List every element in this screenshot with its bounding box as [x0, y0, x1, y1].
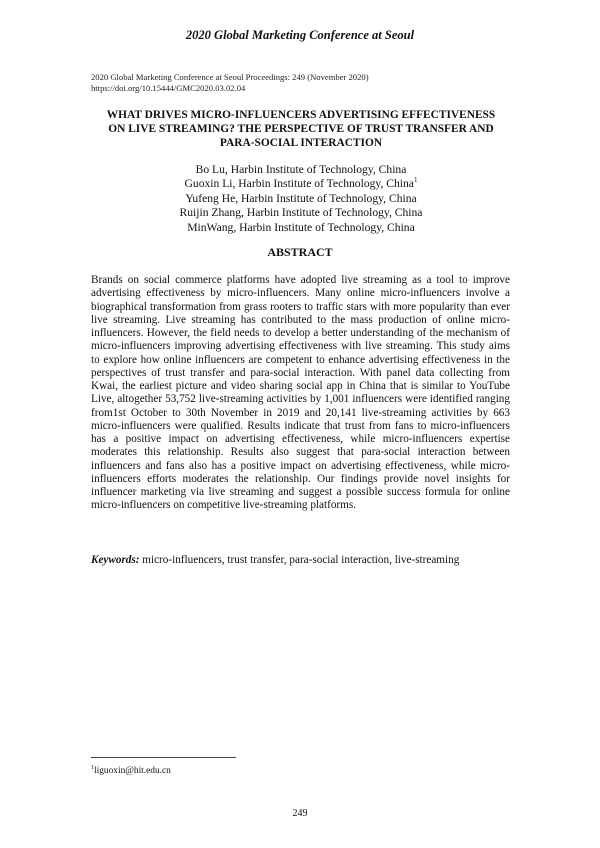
author-line [91, 206, 511, 220]
author-affiliation: MinWang, Harbin Institute of Technology, China [187, 220, 415, 234]
proceedings-info [91, 72, 369, 94]
footnote-email[interactable]: liguoxin@hit.edu.cn [94, 766, 171, 776]
footnote-marker[interactable]: 1 [413, 176, 418, 185]
title-line: PARA-SOCIAL INTERACTION [219, 137, 383, 149]
author-affiliation: Yufeng He, Harbin Institute of Technology, China [185, 191, 417, 205]
author-line [91, 221, 511, 235]
author-affiliation: Guoxin Li, Harbin Institute of Technology, China [184, 177, 414, 191]
doi-link[interactable]: https://doi.org/10.15444/GMC2020.03.02.04 [91, 83, 246, 93]
footnote [91, 766, 171, 776]
proceedings-citation: 2020 Global Marketing Conference at Seoul Proceedings: 249 (November 2020) [91, 72, 369, 82]
running-head: 2020 Global Marketing Conference at Seoul [185, 28, 415, 42]
author-affiliation: Bo Lu, Harbin Institute of Technology, China [195, 163, 407, 176]
author-line [91, 192, 511, 206]
page-number: 249 [292, 808, 308, 819]
author-line [91, 163, 511, 177]
author-affiliation: Ruijin Zhang, Harbin Institute of Technology, China [179, 206, 423, 220]
footnote-number: 1 [91, 764, 94, 771]
keywords-label: Keywords [91, 554, 136, 566]
author-line [91, 177, 511, 191]
abstract-body: Brands on social commerce platforms have adopted live streaming as a tool to improve advertising effectiveness by micro-influencers. Many online micro-influencers involve a biographical transformation from grass rooters to traffic stars with more popularity than ever live streaming. Live streaming has contributed to the mass production of online micro-influencers. However, the field needs to develop a better understanding of the mechanism of micro-influencers improving advertising effectiveness with live streaming. This study aims to explore how online influencers are competent to enhance advertising effectiveness in the perspectives of trust transfer and para-social interaction. With panel data collecting from Kwai, the earliest picture and video sharing social app in China that is similar to YouTube Live, altogether 53,752 live-streaming activities by 1,001 influencers were identified ranging from1st October to 30th November in 2019 and 20,141 live-streaming activities by 663 micro-influencers were qualified. Results indicate that trust from fans to micro-influencers has a positive impact on advertising effectiveness, while micro-influencers expertise moderates this relationship. Results also suggest that para-social interaction between influencers and fans also has a positive impact on advertising effectiveness, while micro-influencers efforts moderates the relationship. Our findings provide novel insights for influencer marketing via live streaming and suggest a possible success formula for online micro-influencers on competitive live-streaming platforms. [91, 274, 510, 512]
paper-title [91, 108, 511, 150]
title-line: WHAT DRIVES MICRO-INFLUENCERS ADVERTISING EFFECTIVENESS [106, 109, 496, 121]
keywords-line [91, 554, 510, 566]
abstract-heading: ABSTRACT [267, 245, 333, 259]
keywords-text: micro-influencers, trust transfer, para-social interaction, live-streaming [139, 554, 460, 566]
keywords-colon: : [135, 554, 140, 566]
footnote-divider [91, 757, 236, 758]
title-line: ON LIVE STREAMING? THE PERSPECTIVE OF TRUST TRANSFER AND [108, 123, 494, 135]
author-list [91, 163, 511, 235]
